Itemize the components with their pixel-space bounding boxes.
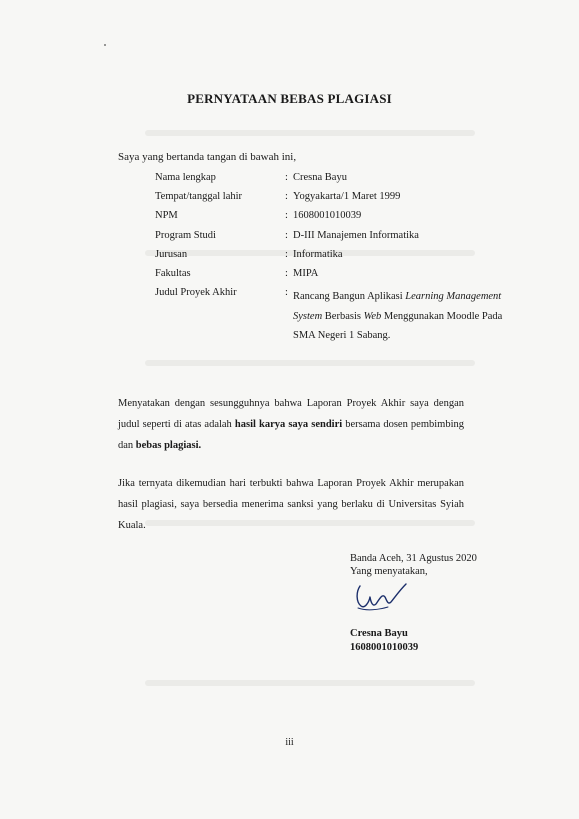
bleed-through-line (145, 680, 475, 686)
project-title-text: Berbasis (322, 310, 364, 322)
signature-role: Yang menyatakan, (350, 566, 428, 577)
field-label: Fakultas (155, 267, 191, 279)
field-separator: : (285, 172, 288, 183)
sanction-paragraph: Jika ternyata dikemudian hari terbukti bahwa Laporan Proyek Akhir merupakan hasil plagiasi, saya bersedia menerima sanksi yang berlaku di Universitas Syiah Kuala. (118, 478, 464, 531)
field-value: Informatika (293, 248, 343, 260)
field-separator: : (285, 248, 288, 260)
field-row-nama (155, 172, 508, 191)
intro-text: Saya yang bertanda tangan di bawah ini, (118, 151, 297, 163)
field-value: 1608001010039 (293, 210, 362, 222)
field-separator: : (285, 287, 288, 299)
paragraph-text: bersama dosen pembimbing dan (118, 419, 464, 451)
paragraph-bold-text: hasil karya saya sendiri (234, 419, 343, 430)
paragraph-bold-text: bebas plagiasi. (135, 440, 202, 451)
field-label: Program Studi (155, 229, 216, 241)
field-value: Yogyakarta/1 Maret 1999 (293, 191, 401, 203)
field-separator: : (285, 267, 288, 279)
page-number: iii (285, 737, 294, 748)
bleed-through-line (145, 360, 475, 366)
bleed-through-line (145, 130, 475, 136)
signer-npm: 1608001010039 (350, 642, 419, 653)
signer-name: Cresna Bayu (350, 628, 408, 639)
field-row-prodi (155, 230, 508, 249)
field-separator: : (285, 210, 288, 222)
identity-fields (155, 172, 508, 346)
field-label: Tempat/tanggal lahir (155, 191, 243, 203)
field-value: Cresna Bayu (293, 172, 347, 183)
paper-speck (104, 44, 106, 46)
field-label: Nama lengkap (155, 172, 216, 183)
field-value: MIPA (293, 267, 319, 279)
field-separator: : (285, 191, 288, 203)
field-row-jurusan (155, 249, 508, 268)
field-label: NPM (155, 210, 178, 222)
field-row-judul (155, 287, 508, 346)
page-title: PERNYATAAN BEBAS PLAGIASI (187, 91, 392, 106)
project-title-value (293, 287, 508, 346)
project-title-italic: Web (363, 310, 382, 322)
field-separator: : (285, 229, 288, 241)
field-row-fakultas (155, 268, 508, 287)
paragraph-text: Menyatakan dengan sesungguhnya bahwa Laporan Proyek Akhir saya dengan judul seperti di atas adalah (118, 398, 464, 430)
handwritten-signature-icon (352, 580, 410, 614)
field-value: D-III Manajemen Informatika (293, 229, 419, 241)
field-label: Jurusan (155, 248, 188, 260)
field-label: Judul Proyek Akhir (155, 287, 237, 299)
field-row-npm (155, 210, 508, 229)
project-title-text: Rancang Bangun Aplikasi (293, 291, 406, 303)
project-title-italic: Learning Management System (293, 291, 502, 322)
project-title-text: Menggunakan Moodle Pada SMA Negeri 1 Sabang. (293, 310, 503, 342)
signature-place-date: Banda Aceh, 31 Agustus 2020 (350, 553, 477, 564)
declaration-paragraph (118, 393, 464, 456)
field-row-ttl (155, 191, 508, 210)
